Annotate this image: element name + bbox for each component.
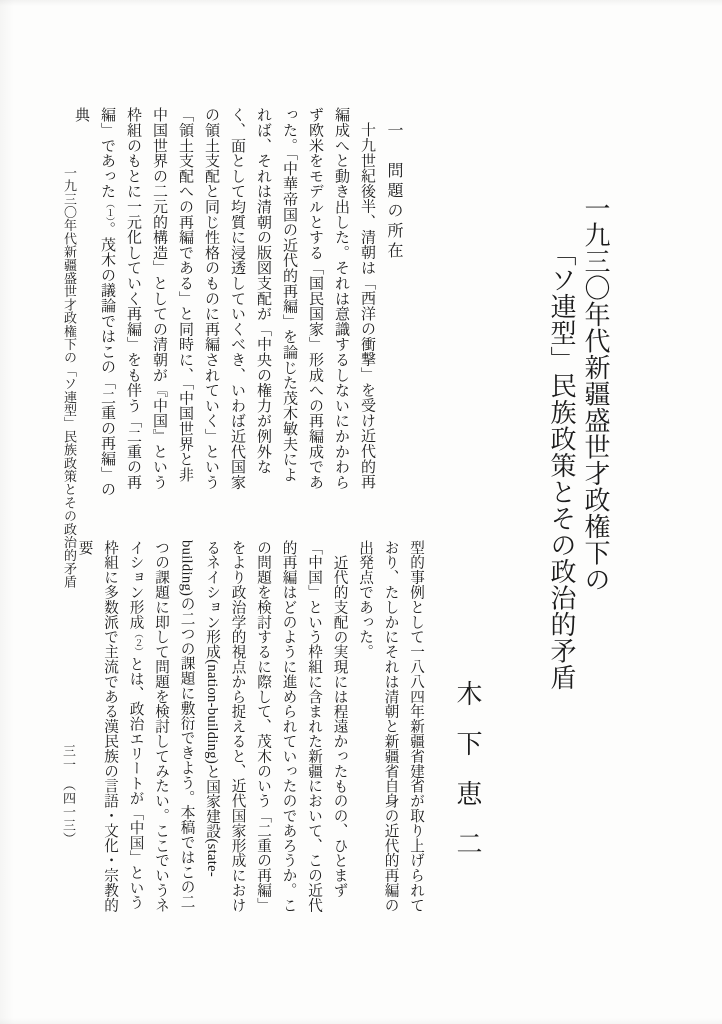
- paragraph-2-text-a: 近代的支配の実現には程遠かったものの、ひとまず「中国」という枠組に含まれた新疆において、この近代的再編はどのように進められていったのであろうか。この問題を検討するに際して、茂木のいう「二重の再編」をより政治学的視点から捉えると、近代国家形成におけるネイション形成(nation-building)と国家建設(state-building)の二つの課題に敷衍できよう。本稿ではこの二つの課題に即して問題を検討してみたい。ここでいうネイション形成: [127, 540, 348, 913]
- scan-shading-top: [0, 0, 722, 6]
- paragraph-1-text-c: 型的事例として一八八四年新疆省建省が取り上げられており、たしかにそれは清朝と新疆省自身の近代的再編の出発点であった。: [357, 540, 424, 913]
- text-band-bottom: [76, 540, 428, 918]
- running-title: 一九三〇年代新疆盛世才政権下の「ソ連型」民族政策とその政治的矛盾: [62, 166, 77, 589]
- article-title-line1: 一九三〇年代新疆盛世才政権下の: [581, 195, 610, 593]
- article-title: [544, 195, 612, 735]
- paragraph-1-text-a: 十九世紀後半、清朝は「西洋の衝撃」を受け近代的再編成へと動き出した。それは意識するしないにかかわらず欧米をモデルとする「国民国家」形成への再編成であった。「中華帝国の近代的再編」を論じた茂木敏夫によれば、それは清朝の版図支配が「中央の権力が例外なく、面として均質に浸透していくべき、いわば近代国家の領土支配と同じ性格のものに再編されていく」という「領土支配への再編である」と同時に、「中国世界と非中国世界の二元的構造」としての清朝が『中国』という枠組のもとに一元化していく再編」をも伴う「二重の再編」であった: [99, 107, 375, 490]
- paragraph-1: [68, 107, 380, 497]
- section-heading: 一 問題の所在: [385, 122, 402, 262]
- author-name: 木下恵二: [453, 680, 482, 880]
- article-title-line2: 「ソ連型」民族政策とその政治的矛盾: [547, 240, 576, 691]
- scan-shading-left: [0, 0, 14, 1024]
- footnote-marker-1: （１）: [105, 198, 115, 222]
- page-number: 三一 （四一三）: [61, 744, 76, 846]
- footnote-marker-2: （２）: [133, 629, 144, 657]
- paragraph-1-continuation: [352, 540, 429, 918]
- paragraph-2-text-b: とは、政治エリートが「中国」という枠組に多数派で主流である漢民族の言語・文化・宗教的要: [76, 540, 144, 913]
- scan-shading-bottom: [0, 1018, 722, 1024]
- text-band-top: [73, 107, 430, 497]
- paragraph-1-text-b: 。茂木の議論ではこの「二重の再編」の典: [73, 107, 115, 497]
- paragraph-2: [71, 540, 352, 918]
